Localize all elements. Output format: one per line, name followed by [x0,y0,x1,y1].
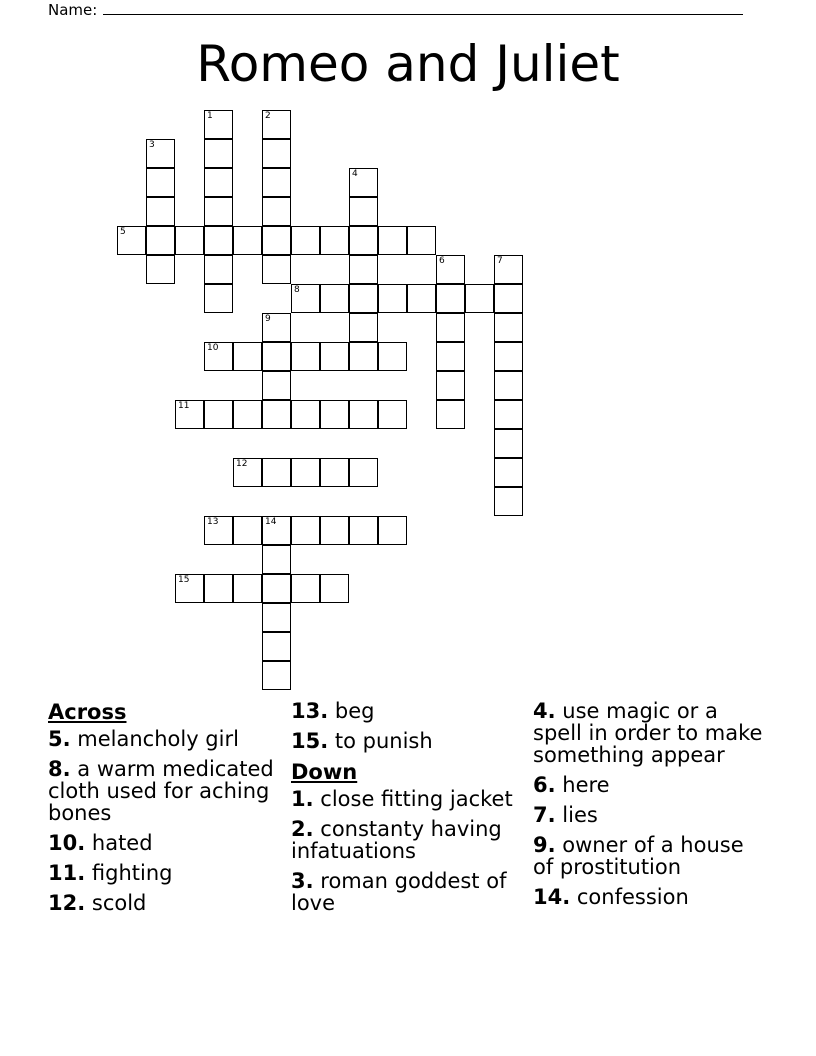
grid-cell[interactable] [320,400,349,429]
grid-cell[interactable] [204,342,233,371]
grid-cell[interactable] [262,603,291,632]
grid-cell[interactable] [233,400,262,429]
grid-cell[interactable] [262,632,291,661]
clue-number: 13 [207,517,219,527]
grid-cell[interactable] [436,400,465,429]
grid-cell[interactable] [436,255,465,284]
grid-cell[interactable] [262,313,291,342]
clue-number: 7 [497,256,503,266]
grid-cell[interactable] [407,284,436,313]
grid-cell[interactable] [349,226,378,255]
grid-cell[interactable] [378,226,407,255]
grid-cell[interactable] [204,574,233,603]
clues-column-3 [533,700,763,916]
grid-cell[interactable] [262,255,291,284]
grid-cell[interactable] [204,255,233,284]
grid-cell[interactable] [349,400,378,429]
grid-cell[interactable] [146,226,175,255]
name-label: Name: [48,1,98,19]
clue-number: 2 [265,111,271,121]
clue-number: 10 [207,343,219,353]
grid-cell[interactable] [175,574,204,603]
grid-cell[interactable] [175,400,204,429]
page-title: Romeo and Juliet [196,35,620,93]
grid-cell[interactable] [320,284,349,313]
grid-cell[interactable] [262,110,291,139]
clue-across-10: 10. hated [48,831,153,855]
grid-cell[interactable] [262,661,291,690]
clue-down-1: 1. close fitting jacket [291,787,513,811]
grid-cell[interactable] [320,516,349,545]
grid-cell[interactable] [436,313,465,342]
down-heading: Down [291,760,358,784]
grid-cell[interactable] [378,342,407,371]
grid-cell[interactable] [349,168,378,197]
grid-cell[interactable] [262,139,291,168]
clue-down-6: 6. here [533,773,610,797]
grid-cell[interactable] [320,226,349,255]
clue-number: 4 [352,169,358,179]
grid-cell[interactable] [407,226,436,255]
grid-cell[interactable] [146,168,175,197]
grid-cell[interactable] [494,371,523,400]
grid-cell[interactable] [436,371,465,400]
clue-across-12: 12. scold [48,891,147,915]
clue-across-5: 5. melancholy girl [48,727,239,751]
grid-cell[interactable] [175,226,204,255]
grid-cell[interactable] [262,516,291,545]
grid-cell[interactable] [494,313,523,342]
grid-cell[interactable] [262,371,291,400]
clue-number: 3 [149,140,155,150]
grid-cell[interactable] [349,458,378,487]
grid-cell[interactable] [494,487,523,516]
grid-cell[interactable] [233,342,262,371]
grid-cell[interactable] [233,574,262,603]
clue-down-14: 14. confession [533,885,689,909]
grid-cell[interactable] [349,284,378,313]
clue-across-15: 15. to punish [291,729,433,753]
grid-cell[interactable] [146,197,175,226]
clue-down-7: 7. lies [533,803,598,827]
grid-cell[interactable] [262,197,291,226]
grid-cell[interactable] [494,342,523,371]
clue-down-2: 2. constanty having infatuations [291,817,502,863]
grid-cell[interactable] [436,342,465,371]
grid-cell[interactable] [291,400,320,429]
grid-cell[interactable] [262,168,291,197]
clue-number: 15 [178,575,190,585]
grid-cell[interactable] [204,168,233,197]
grid-cell[interactable] [378,284,407,313]
grid-cell[interactable] [204,516,233,545]
grid-cell[interactable] [494,400,523,429]
grid-cell[interactable] [204,400,233,429]
grid-cell[interactable] [349,342,378,371]
grid-cell[interactable] [233,516,262,545]
grid-cell[interactable] [262,458,291,487]
grid-cell[interactable] [349,313,378,342]
grid-cell[interactable] [291,458,320,487]
grid-cell[interactable] [349,197,378,226]
grid-cell[interactable] [262,545,291,574]
grid-cell[interactable] [494,429,523,458]
clue-across-13: 13. beg [291,699,375,723]
clue-across-11: 11. fighting [48,861,173,885]
clue-down-4: 4. use magic or a spell in order to make something appear [533,699,763,767]
clue-number: 1 [207,111,213,121]
grid-cell[interactable] [204,284,233,313]
grid-cell[interactable] [494,284,523,313]
grid-cell[interactable] [349,516,378,545]
grid-cell[interactable] [291,226,320,255]
clue-number: 5 [120,227,126,237]
grid-cell[interactable] [494,255,523,284]
grid-cell[interactable] [262,400,291,429]
clue-number: 6 [439,256,445,266]
clue-number: 8 [294,285,300,295]
grid-cell[interactable] [233,226,262,255]
grid-cell[interactable] [291,342,320,371]
clue-number: 9 [265,314,271,324]
clues-column-2 [291,700,521,922]
grid-cell[interactable] [291,516,320,545]
grid-cell[interactable] [146,139,175,168]
grid-cell[interactable] [204,110,233,139]
grid-cell[interactable] [378,400,407,429]
grid-cell[interactable] [117,226,146,255]
grid-cell[interactable] [436,284,465,313]
grid-cell[interactable] [262,226,291,255]
clue-number: 14 [265,517,277,527]
clue-down-3: 3. roman goddest of love [291,869,507,915]
clue-down-9: 9. owner of a house of prostitution [533,833,744,879]
grid-cell[interactable] [233,458,262,487]
clue-across-8: 8. a warm medicated cloth used for aching bones [48,757,274,825]
grid-cell[interactable] [465,284,494,313]
grid-cell[interactable] [291,574,320,603]
grid-cell[interactable] [204,139,233,168]
clue-number: 12 [236,459,248,469]
grid-cell[interactable] [204,226,233,255]
grid-cell[interactable] [320,574,349,603]
grid-cell[interactable] [320,342,349,371]
grid-cell[interactable] [262,574,291,603]
grid-cell[interactable] [291,284,320,313]
across-heading: Across [48,700,127,724]
clues-column-1 [48,700,278,922]
grid-cell[interactable] [320,458,349,487]
grid-cell[interactable] [494,458,523,487]
grid-cell[interactable] [378,516,407,545]
clue-number: 11 [178,401,190,411]
grid-cell[interactable] [262,342,291,371]
grid-cell[interactable] [146,255,175,284]
grid-cell[interactable] [349,255,378,284]
grid-cell[interactable] [204,197,233,226]
